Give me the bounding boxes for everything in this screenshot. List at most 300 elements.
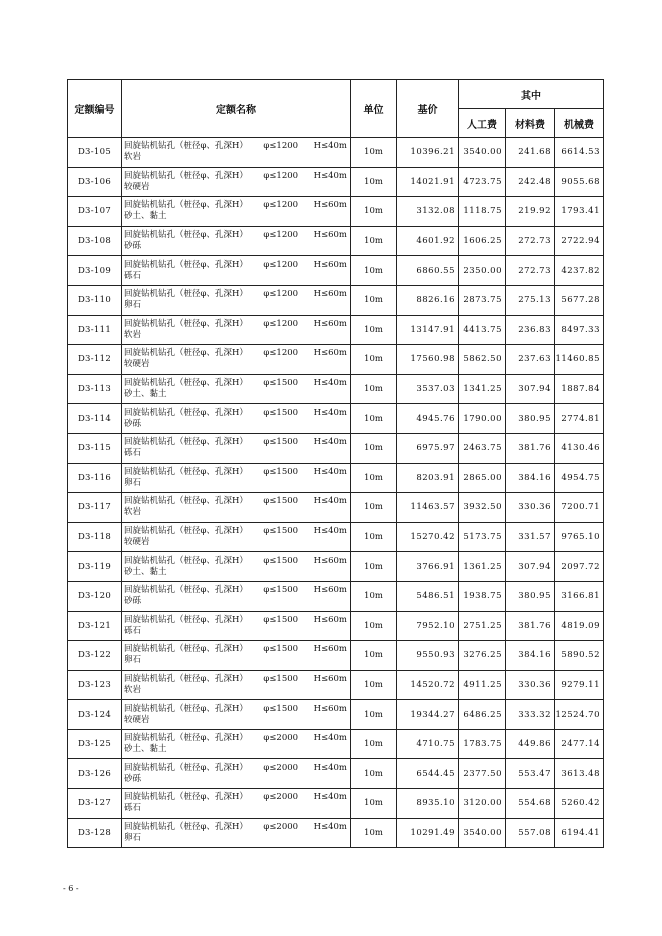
- page-number: - 6 -: [63, 884, 79, 893]
- name-soil: 较硬岩: [124, 537, 150, 548]
- cell-unit: 10m: [351, 463, 397, 493]
- cell-base-price: 3132.08: [397, 197, 459, 227]
- cell-code: D3-122: [68, 641, 122, 671]
- name-soil: 较硬岩: [124, 359, 150, 370]
- cell-name: [122, 256, 351, 286]
- cell-code: D3-126: [68, 759, 122, 789]
- table-row: [68, 493, 604, 523]
- cell-unit: 10m: [351, 167, 397, 197]
- name-diameter: φ≤1500: [263, 496, 299, 507]
- name-diameter: φ≤2000: [263, 821, 299, 832]
- cell-material: 381.76: [506, 611, 555, 641]
- cell-labor: 3540.00: [459, 818, 506, 848]
- table-row: [68, 167, 604, 197]
- cell-machine: 12524.70: [555, 700, 604, 730]
- cell-machine: 6614.53: [555, 138, 604, 168]
- cell-base-price: 10396.21: [397, 138, 459, 168]
- table-row: [68, 285, 604, 315]
- name-text: 回旋钻机钻孔（桩径φ、孔深H）: [124, 555, 248, 566]
- cell-labor: 6486.25: [459, 700, 506, 730]
- cell-unit: 10m: [351, 226, 397, 256]
- header-unit: 单位: [351, 80, 397, 138]
- name-diameter: φ≤1200: [263, 141, 299, 152]
- cell-material: 380.95: [506, 581, 555, 611]
- name-text: 回旋钻机钻孔（桩径φ、孔深H）: [124, 762, 248, 773]
- cell-unit: 10m: [351, 670, 397, 700]
- name-soil: 软岩: [124, 684, 142, 695]
- cell-name: [122, 404, 351, 434]
- cell-code: D3-118: [68, 522, 122, 552]
- cell-unit: 10m: [351, 641, 397, 671]
- cell-labor: 1118.75: [459, 197, 506, 227]
- cell-code: D3-107: [68, 197, 122, 227]
- cell-base-price: 15270.42: [397, 522, 459, 552]
- cell-machine: 4819.09: [555, 611, 604, 641]
- name-text: 回旋钻机钻孔（桩径φ、孔深H）: [124, 644, 248, 655]
- cell-labor: 1783.75: [459, 729, 506, 759]
- name-depth: H≤60m: [313, 289, 347, 300]
- name-depth: H≤40m: [313, 762, 347, 773]
- name-diameter: φ≤1500: [263, 466, 299, 477]
- name-soil: 砂土、黏土: [124, 389, 167, 400]
- cell-unit: 10m: [351, 256, 397, 286]
- table-row: [68, 138, 604, 168]
- name-text: 回旋钻机钻孔（桩径φ、孔深H）: [124, 259, 248, 270]
- cell-code: D3-120: [68, 581, 122, 611]
- cell-material: 331.57: [506, 522, 555, 552]
- name-depth: H≤60m: [313, 644, 347, 655]
- table-row: [68, 433, 604, 463]
- name-text: 回旋钻机钻孔（桩径φ、孔深H）: [124, 407, 248, 418]
- name-soil: 砂砾: [124, 773, 142, 784]
- cell-machine: 5260.42: [555, 789, 604, 819]
- cell-name: [122, 552, 351, 582]
- name-soil: 软岩: [124, 152, 142, 163]
- cell-name: [122, 138, 351, 168]
- table-header: [68, 80, 604, 138]
- cell-machine: 2722.94: [555, 226, 604, 256]
- name-soil: 砂砾: [124, 241, 142, 252]
- name-soil: 卵石: [124, 477, 142, 488]
- name-soil: 卵石: [124, 832, 142, 843]
- cell-unit: 10m: [351, 404, 397, 434]
- name-soil: 较硬岩: [124, 714, 150, 725]
- name-soil: 砂土、黏土: [124, 744, 167, 755]
- cell-unit: 10m: [351, 522, 397, 552]
- cell-code: D3-121: [68, 611, 122, 641]
- header-of-which: 其中: [459, 80, 604, 109]
- name-text: 回旋钻机钻孔（桩径φ、孔深H）: [124, 289, 248, 300]
- cell-labor: 4911.25: [459, 670, 506, 700]
- name-diameter: φ≤2000: [263, 762, 299, 773]
- cell-material: 307.94: [506, 552, 555, 582]
- name-diameter: φ≤1500: [263, 437, 299, 448]
- name-text: 回旋钻机钻孔（桩径φ、孔深H）: [124, 170, 248, 181]
- name-diameter: φ≤1200: [263, 348, 299, 359]
- cell-base-price: 17560.98: [397, 345, 459, 375]
- name-diameter: φ≤1500: [263, 614, 299, 625]
- cell-code: D3-115: [68, 433, 122, 463]
- cell-code: D3-128: [68, 818, 122, 848]
- cell-labor: 5173.75: [459, 522, 506, 552]
- name-text: 回旋钻机钻孔（桩径φ、孔深H）: [124, 614, 248, 625]
- cell-code: D3-109: [68, 256, 122, 286]
- name-soil: 砾石: [124, 625, 142, 636]
- name-depth: H≤40m: [313, 141, 347, 152]
- name-soil: 砂土、黏土: [124, 211, 167, 222]
- cell-machine: 1793.41: [555, 197, 604, 227]
- name-soil: 较硬岩: [124, 181, 150, 192]
- name-diameter: φ≤1200: [263, 289, 299, 300]
- name-depth: H≤60m: [313, 703, 347, 714]
- cell-name: [122, 493, 351, 523]
- cell-unit: 10m: [351, 759, 397, 789]
- table-row: [68, 374, 604, 404]
- cell-unit: 10m: [351, 818, 397, 848]
- cell-unit: 10m: [351, 433, 397, 463]
- name-text: 回旋钻机钻孔（桩径φ、孔深H）: [124, 703, 248, 714]
- cell-base-price: 14021.91: [397, 167, 459, 197]
- cell-code: D3-113: [68, 374, 122, 404]
- cell-labor: 1606.25: [459, 226, 506, 256]
- cell-code: D3-123: [68, 670, 122, 700]
- cell-machine: 7200.71: [555, 493, 604, 523]
- cell-name: [122, 759, 351, 789]
- cell-machine: 4954.75: [555, 463, 604, 493]
- name-text: 回旋钻机钻孔（桩径φ、孔深H）: [124, 821, 248, 832]
- cell-labor: 2865.00: [459, 463, 506, 493]
- cell-machine: 6194.41: [555, 818, 604, 848]
- header-labor: 人工费: [459, 109, 506, 138]
- cell-code: D3-127: [68, 789, 122, 819]
- name-soil: 砾石: [124, 803, 142, 814]
- cell-base-price: 5486.51: [397, 581, 459, 611]
- cell-labor: 3276.25: [459, 641, 506, 671]
- cell-name: [122, 729, 351, 759]
- name-soil: 砾石: [124, 448, 142, 459]
- quota-table: [67, 79, 604, 848]
- cell-base-price: 4601.92: [397, 226, 459, 256]
- name-diameter: φ≤1500: [263, 526, 299, 537]
- cell-material: 333.32: [506, 700, 555, 730]
- name-depth: H≤40m: [313, 437, 347, 448]
- name-text: 回旋钻机钻孔（桩径φ、孔深H）: [124, 378, 248, 389]
- table-row: [68, 670, 604, 700]
- cell-machine: 3166.81: [555, 581, 604, 611]
- cell-base-price: 3537.03: [397, 374, 459, 404]
- cell-unit: 10m: [351, 789, 397, 819]
- table-row: [68, 256, 604, 286]
- cell-base-price: 7952.10: [397, 611, 459, 641]
- table-row: [68, 522, 604, 552]
- cell-material: 381.76: [506, 433, 555, 463]
- table-row: [68, 226, 604, 256]
- table-row: [68, 789, 604, 819]
- name-diameter: φ≤1200: [263, 170, 299, 181]
- cell-labor: 3540.00: [459, 138, 506, 168]
- cell-code: D3-105: [68, 138, 122, 168]
- cell-code: D3-125: [68, 729, 122, 759]
- cell-name: [122, 641, 351, 671]
- cell-name: [122, 345, 351, 375]
- table-row: [68, 759, 604, 789]
- cell-name: [122, 315, 351, 345]
- name-text: 回旋钻机钻孔（桩径φ、孔深H）: [124, 141, 248, 152]
- cell-material: 241.68: [506, 138, 555, 168]
- name-depth: H≤40m: [313, 466, 347, 477]
- cell-name: [122, 700, 351, 730]
- cell-labor: 3120.00: [459, 789, 506, 819]
- cell-name: [122, 581, 351, 611]
- cell-material: 384.16: [506, 463, 555, 493]
- cell-code: D3-110: [68, 285, 122, 315]
- cell-base-price: 14520.72: [397, 670, 459, 700]
- name-depth: H≤60m: [313, 585, 347, 596]
- cell-base-price: 9550.93: [397, 641, 459, 671]
- cell-machine: 11460.85: [555, 345, 604, 375]
- cell-base-price: 8935.10: [397, 789, 459, 819]
- cell-unit: 10m: [351, 729, 397, 759]
- cell-name: [122, 818, 351, 848]
- name-depth: H≤60m: [313, 259, 347, 270]
- cell-unit: 10m: [351, 700, 397, 730]
- cell-labor: 5862.50: [459, 345, 506, 375]
- cell-material: 272.73: [506, 226, 555, 256]
- name-diameter: φ≤1500: [263, 644, 299, 655]
- cell-material: 275.13: [506, 285, 555, 315]
- cell-code: D3-116: [68, 463, 122, 493]
- cell-machine: 9279.11: [555, 670, 604, 700]
- cell-unit: 10m: [351, 611, 397, 641]
- name-text: 回旋钻机钻孔（桩径φ、孔深H）: [124, 733, 248, 744]
- cell-labor: 1938.75: [459, 581, 506, 611]
- cell-code: D3-117: [68, 493, 122, 523]
- cell-machine: 1887.84: [555, 374, 604, 404]
- cell-labor: 3932.50: [459, 493, 506, 523]
- name-text: 回旋钻机钻孔（桩径φ、孔深H）: [124, 318, 248, 329]
- cell-code: D3-114: [68, 404, 122, 434]
- cell-unit: 10m: [351, 374, 397, 404]
- table-row: [68, 611, 604, 641]
- cell-material: 449.86: [506, 729, 555, 759]
- cell-base-price: 8203.91: [397, 463, 459, 493]
- name-depth: H≤40m: [313, 526, 347, 537]
- cell-material: 330.36: [506, 670, 555, 700]
- cell-machine: 2477.14: [555, 729, 604, 759]
- name-depth: H≤40m: [313, 496, 347, 507]
- table-row: [68, 641, 604, 671]
- table-row: [68, 581, 604, 611]
- cell-base-price: 6975.97: [397, 433, 459, 463]
- table-body: [68, 138, 604, 848]
- cell-labor: 4723.75: [459, 167, 506, 197]
- cell-material: 272.73: [506, 256, 555, 286]
- cell-name: [122, 226, 351, 256]
- cell-material: 242.48: [506, 167, 555, 197]
- name-depth: H≤60m: [313, 348, 347, 359]
- cell-material: 307.94: [506, 374, 555, 404]
- cell-labor: 2350.00: [459, 256, 506, 286]
- name-text: 回旋钻机钻孔（桩径φ、孔深H）: [124, 496, 248, 507]
- table-row: [68, 818, 604, 848]
- table-row: [68, 197, 604, 227]
- cell-name: [122, 433, 351, 463]
- name-diameter: φ≤1500: [263, 378, 299, 389]
- cell-code: D3-119: [68, 552, 122, 582]
- cell-code: D3-112: [68, 345, 122, 375]
- name-depth: H≤60m: [313, 614, 347, 625]
- cell-labor: 1341.25: [459, 374, 506, 404]
- cell-machine: 4130.46: [555, 433, 604, 463]
- cell-code: D3-106: [68, 167, 122, 197]
- cell-base-price: 6860.55: [397, 256, 459, 286]
- name-depth: H≤40m: [313, 407, 347, 418]
- name-text: 回旋钻机钻孔（桩径φ、孔深H）: [124, 437, 248, 448]
- cell-material: 219.92: [506, 197, 555, 227]
- name-soil: 砂砾: [124, 596, 142, 607]
- cell-machine: 5677.28: [555, 285, 604, 315]
- cell-material: 236.83: [506, 315, 555, 345]
- table-row: [68, 552, 604, 582]
- name-depth: H≤40m: [313, 821, 347, 832]
- cell-code: D3-111: [68, 315, 122, 345]
- cell-labor: 2377.50: [459, 759, 506, 789]
- cell-code: D3-108: [68, 226, 122, 256]
- header-code: 定额编号: [68, 80, 122, 138]
- name-text: 回旋钻机钻孔（桩径φ、孔深H）: [124, 585, 248, 596]
- cell-labor: 4413.75: [459, 315, 506, 345]
- name-depth: H≤40m: [313, 792, 347, 803]
- name-depth: H≤60m: [313, 200, 347, 211]
- cell-unit: 10m: [351, 493, 397, 523]
- name-depth: H≤40m: [313, 733, 347, 744]
- cell-unit: 10m: [351, 197, 397, 227]
- cell-base-price: 4945.76: [397, 404, 459, 434]
- table-row: [68, 700, 604, 730]
- header-name: 定额名称: [122, 80, 351, 138]
- name-diameter: φ≤1200: [263, 259, 299, 270]
- header-base-price: 基价: [397, 80, 459, 138]
- cell-machine: 9055.68: [555, 167, 604, 197]
- cell-name: [122, 463, 351, 493]
- cell-name: [122, 167, 351, 197]
- cell-labor: 2463.75: [459, 433, 506, 463]
- cell-material: 557.08: [506, 818, 555, 848]
- cell-machine: 4237.82: [555, 256, 604, 286]
- cell-base-price: 4710.75: [397, 729, 459, 759]
- header-material: 材料费: [506, 109, 555, 138]
- name-text: 回旋钻机钻孔（桩径φ、孔深H）: [124, 348, 248, 359]
- name-depth: H≤60m: [313, 673, 347, 684]
- name-depth: H≤60m: [313, 230, 347, 241]
- name-diameter: φ≤2000: [263, 733, 299, 744]
- cell-name: [122, 522, 351, 552]
- cell-unit: 10m: [351, 138, 397, 168]
- cell-unit: 10m: [351, 315, 397, 345]
- cell-unit: 10m: [351, 552, 397, 582]
- name-diameter: φ≤1500: [263, 703, 299, 714]
- name-text: 回旋钻机钻孔（桩径φ、孔深H）: [124, 673, 248, 684]
- name-soil: 砂砾: [124, 418, 142, 429]
- table-row: [68, 315, 604, 345]
- name-text: 回旋钻机钻孔（桩径φ、孔深H）: [124, 792, 248, 803]
- cell-material: 330.36: [506, 493, 555, 523]
- name-diameter: φ≤1500: [263, 673, 299, 684]
- name-text: 回旋钻机钻孔（桩径φ、孔深H）: [124, 200, 248, 211]
- cell-material: 553.47: [506, 759, 555, 789]
- cell-unit: 10m: [351, 345, 397, 375]
- cell-material: 380.95: [506, 404, 555, 434]
- cell-machine: 2774.81: [555, 404, 604, 434]
- name-soil: 软岩: [124, 329, 142, 340]
- name-soil: 卵石: [124, 655, 142, 666]
- table-row: [68, 404, 604, 434]
- cell-labor: 2751.25: [459, 611, 506, 641]
- name-text: 回旋钻机钻孔（桩径φ、孔深H）: [124, 230, 248, 241]
- name-diameter: φ≤1500: [263, 407, 299, 418]
- cell-name: [122, 374, 351, 404]
- cell-base-price: 8826.16: [397, 285, 459, 315]
- cell-material: 554.68: [506, 789, 555, 819]
- cell-machine: 9765.10: [555, 522, 604, 552]
- cell-name: [122, 197, 351, 227]
- cell-material: 384.16: [506, 641, 555, 671]
- cell-base-price: 6544.45: [397, 759, 459, 789]
- cell-base-price: 11463.57: [397, 493, 459, 523]
- name-diameter: φ≤1200: [263, 318, 299, 329]
- name-soil: 软岩: [124, 507, 142, 518]
- cell-name: [122, 611, 351, 641]
- name-text: 回旋钻机钻孔（桩径φ、孔深H）: [124, 466, 248, 477]
- cell-labor: 1790.00: [459, 404, 506, 434]
- cell-name: [122, 789, 351, 819]
- cell-base-price: 19344.27: [397, 700, 459, 730]
- name-soil: 卵石: [124, 300, 142, 311]
- cell-base-price: 10291.49: [397, 818, 459, 848]
- cell-labor: 1361.25: [459, 552, 506, 582]
- cell-machine: 8497.33: [555, 315, 604, 345]
- name-diameter: φ≤2000: [263, 792, 299, 803]
- cell-name: [122, 285, 351, 315]
- cell-machine: 2097.72: [555, 552, 604, 582]
- name-depth: H≤40m: [313, 170, 347, 181]
- cell-unit: 10m: [351, 285, 397, 315]
- cell-machine: 5890.52: [555, 641, 604, 671]
- name-text: 回旋钻机钻孔（桩径φ、孔深H）: [124, 526, 248, 537]
- cell-base-price: 3766.91: [397, 552, 459, 582]
- name-soil: 砂土、黏土: [124, 566, 167, 577]
- cell-base-price: 13147.91: [397, 315, 459, 345]
- name-diameter: φ≤1200: [263, 200, 299, 211]
- table-row: [68, 345, 604, 375]
- name-depth: H≤60m: [313, 318, 347, 329]
- table-row: [68, 463, 604, 493]
- name-depth: H≤40m: [313, 378, 347, 389]
- name-soil: 砾石: [124, 270, 142, 281]
- name-diameter: φ≤1200: [263, 230, 299, 241]
- header-machine: 机械费: [555, 109, 604, 138]
- name-diameter: φ≤1500: [263, 555, 299, 566]
- table-row: [68, 729, 604, 759]
- cell-name: [122, 670, 351, 700]
- name-diameter: φ≤1500: [263, 585, 299, 596]
- name-depth: H≤60m: [313, 555, 347, 566]
- cell-unit: 10m: [351, 581, 397, 611]
- cell-code: D3-124: [68, 700, 122, 730]
- cell-labor: 2873.75: [459, 285, 506, 315]
- cell-material: 237.63: [506, 345, 555, 375]
- cell-machine: 3613.48: [555, 759, 604, 789]
